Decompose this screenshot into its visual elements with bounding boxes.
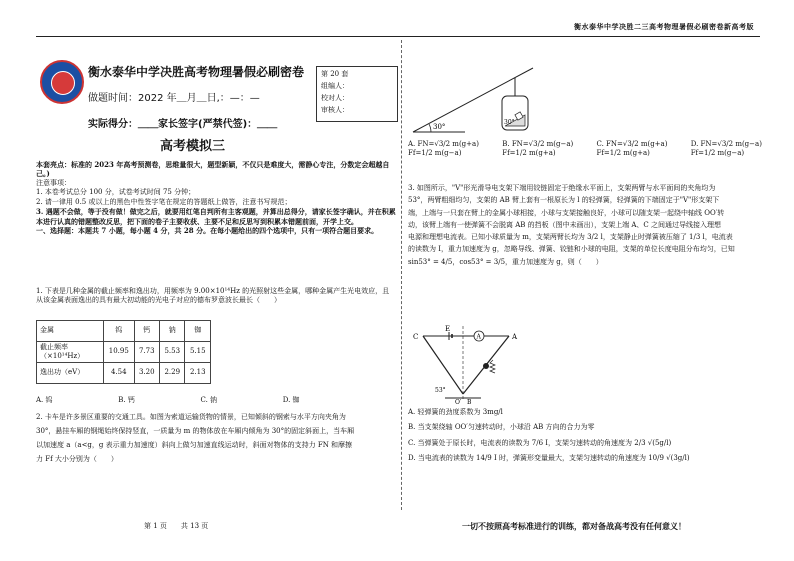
- question-2-line: 以加速度 a（a<g，g 表示重力加速度）斜向上做匀加速直线运动时，斜面对物体的支持力 FN 和摩擦: [36, 440, 353, 449]
- table-cell: 钙: [134, 321, 159, 342]
- intro-lead: 本套亮点：标准的 2023 年高考预测卷，思维量很大，题型新颖，不仅只是难度大，需静心专注，分数定会超越自己。): [36, 160, 390, 179]
- question-1: [36, 287, 394, 306]
- option-b: B. 当支架绕轴 OO′匀速转动时，小球沿 AB 方向的合力为零: [408, 423, 595, 432]
- option-a: A. FN=√3/2 m(g+a) Ff=1/2 m(g−a): [408, 140, 486, 158]
- metal-table: [36, 320, 211, 384]
- note-item: 3. 遇题不会做，等于没有做！做完之后，就要用红笔自判所有主客观题，并算出总得分，请家长签字确认，并在积累本进行认真的错题整改反思，把下面的卷子主要收获、主要不足和反思写到积累本错题前面，开学上交。: [36, 207, 396, 226]
- table-cell: 钠: [160, 321, 185, 342]
- table-cell: 5.53: [160, 342, 185, 363]
- table-cell: 4.54: [104, 363, 135, 384]
- label-e: E: [445, 325, 451, 333]
- question-1-options: [36, 396, 366, 405]
- column-divider: [401, 40, 402, 510]
- spring-icon: [490, 360, 495, 373]
- table-cell: 7.73: [134, 342, 159, 363]
- table-header-row: [37, 321, 211, 342]
- option-c: C. FN=√3/2 m(g+a) Ff=1/2 m(g+a): [596, 140, 675, 158]
- note-item: 1. 本卷考试总分 100 分，试卷考试时间 75 分钟；: [36, 188, 196, 197]
- set-number: 第 20 套: [321, 70, 349, 78]
- car-angle-label: 30°: [504, 119, 515, 126]
- ammeter-label: A: [476, 333, 481, 341]
- time-line: 做题时间：2022 年＿月＿日,：—：—: [88, 93, 260, 104]
- table-cell: 截止频率（×10¹⁴Hz）: [37, 342, 104, 363]
- intro-block: [36, 160, 396, 236]
- question-3: [408, 182, 788, 268]
- angle-label: 30°: [433, 123, 446, 131]
- checker-label: 校对人：: [321, 94, 349, 102]
- angle-53-label: 53°: [435, 387, 446, 394]
- table-cell: 2.29: [160, 363, 185, 384]
- score-line: 实际得分：＿＿家长签字(严禁代签)：＿＿: [88, 119, 278, 130]
- footer-slogan: 一切不按照高考标准进行的训练，都对备战高考没有任何意义！: [462, 522, 686, 531]
- v-frame-figure: [405, 322, 525, 404]
- table-cell: 逸出功（eV）: [37, 363, 104, 384]
- label-c: C: [413, 333, 419, 341]
- option-a: A. 轻弹簧的劲度系数为 3mg/l: [408, 408, 503, 416]
- page-number: 第 1 页 共 13 页: [144, 522, 209, 530]
- option-c: C. 钠: [200, 396, 218, 404]
- question-2-options: [408, 140, 788, 159]
- running-header: 衡水泰华中学决胜二三高考物理暑假必刷密卷新高考版: [574, 22, 754, 31]
- option-c: C. 当弹簧处于原长时，电流表的读数为 7/6 I，支架匀速转动的角速度为 2/3 √(5g/l): [408, 438, 672, 447]
- table-row: [37, 342, 211, 363]
- table-row: [37, 363, 211, 384]
- table-cell: 3.20: [134, 363, 159, 384]
- question-3-line: sin53° = 4/5，cos53° = 3/5，重力加速度为 g，则（ ）: [408, 257, 603, 266]
- question-3-line: 动，该臂上端有一使弹簧不会脱离 AB 的挡板（图中未画出），支架上端 A、C 之间通过导线接入理想: [408, 220, 722, 229]
- paper-title: 衡水泰华中学决胜高考物理暑假必刷密卷: [88, 65, 305, 79]
- table-cell: 5.15: [185, 342, 211, 363]
- table-cell: 2.13: [185, 363, 211, 384]
- option-b: B. FN=√3/2 m(g−a) Ff=1/2 m(g+a): [502, 140, 581, 158]
- question-3-line: 端，上端与一只套在臂上的金属小球相接，小球与支架接触良好，小球可以随支架一起绕中轴线 OO′转: [408, 208, 725, 217]
- option-a: A. 钨: [36, 396, 53, 404]
- table-cell: 10.95: [104, 342, 135, 363]
- question-3-line: 电源和理想电流表。已知小球质量为 m，支架两臂长均为 3/2 l，支架静止时弹簧被压缩了 1/3 l，电流表: [408, 233, 733, 241]
- question-2-line: 力 Ff 大小分别为（ ）: [36, 454, 118, 463]
- option-d: D. 当电流表的读数为 14/9 I 时，弹簧形变量最大，支架匀速转动的角速度为 10/9 √(3g/l): [408, 454, 690, 463]
- label-b: B: [467, 399, 472, 404]
- editor-label: 组编人：: [321, 82, 349, 90]
- question-1-stem: 1. 下表是几种金属的截止频率和逸出功，用频率为 9.00×10¹⁴Hz 的光照射这些金属，哪种金属产生光电效应，且从该金属表面逸出的具有最大初动能的光电子对应的德布罗意波长最长（ ）: [36, 287, 390, 305]
- label-a: A: [512, 333, 518, 341]
- incline-figure: [405, 60, 545, 140]
- exam-name: 高考模拟三: [160, 139, 226, 154]
- reviewer-label: 审核人：: [321, 106, 349, 114]
- note-item: 2. 请一律用 0.5 或以上的黑色中性签字笔在规定的答题纸上做答，注意书写规范；: [36, 197, 292, 206]
- question-3-line: 53°，两臂粗细均匀，支架的 AB 臂上套有一根原长为 l 的轻弹簧，轻弹簧的下端固定于"V"形支架下: [408, 196, 720, 205]
- option-d: D. FN=√3/2 m(g−a) Ff=1/2 m(g−a): [690, 140, 769, 158]
- label-o: O′: [455, 399, 462, 404]
- question-2-line: 30°，悬挂车厢的钢绳始终保持竖直，一质量为 m 的物体放在车厢内倾角为 30°的固定斜面上，当车厢: [36, 426, 355, 435]
- question-3-line: 的读数为 I，重力加速度为 g，忽略导线、弹簧、铰链和小球的电阻，支架的单位长度电阻分布均匀，已知: [408, 245, 735, 254]
- school-seal-logo: [40, 60, 84, 104]
- question-2-line: 2. 卡车是许多景区重要的交通工具。如图为索道运输货物的情景，已知倾斜的钢索与水平方向夹角为: [36, 413, 346, 421]
- table-cell: 金属: [37, 321, 104, 342]
- question-3-options: [408, 408, 788, 470]
- option-d: D. 铷: [282, 396, 300, 404]
- metal-ball: [483, 363, 489, 369]
- notes-heading: 注意事项：: [36, 178, 71, 187]
- question-3-line: 3. 如图所示，"V"形光滑导电支架下端用铰链固定于绝缘水平面上，支架两臂与水平面间的夹角均为: [408, 184, 716, 192]
- section-heading: 一、选择题：本题共 7 小题，每小题 4 分，共 28 分。在每小题给出的四个选项中，只有一项符合题目要求。: [36, 226, 379, 236]
- header-rule: [36, 36, 760, 37]
- option-b: B. 钙: [118, 396, 135, 404]
- info-box: [316, 66, 398, 122]
- table-cell: 钨: [104, 321, 135, 342]
- angle-arc: [429, 124, 431, 132]
- arm-cb: [423, 336, 463, 394]
- table-cell: 铷: [185, 321, 211, 342]
- question-2: [36, 412, 394, 467]
